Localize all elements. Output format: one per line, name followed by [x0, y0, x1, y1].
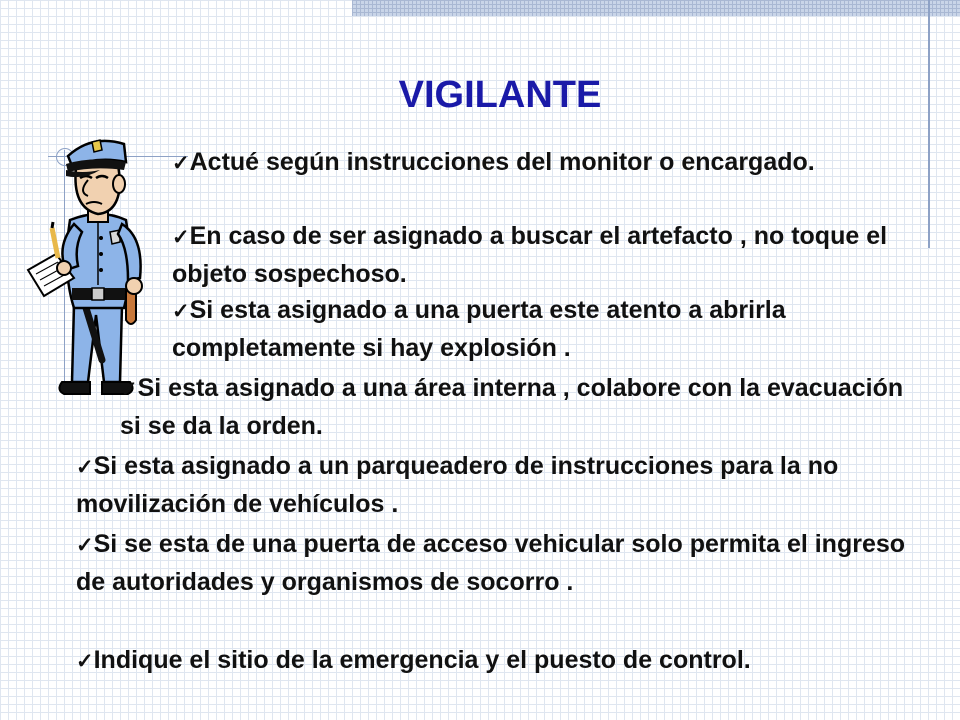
check-icon: ✓	[76, 534, 94, 557]
check-icon: ✓	[172, 300, 190, 323]
instruction-item	[172, 144, 912, 182]
instruction-text: Si esta asignado a una puerta este atento a abrirla completamente si hay explosión .	[172, 296, 786, 362]
instruction-item	[172, 292, 912, 367]
check-icon: ✓	[76, 456, 94, 479]
check-icon: ✓	[172, 226, 190, 249]
instruction-text: Indique el sitio de la emergencia y el puesto de control.	[93, 646, 751, 674]
check-icon: ✓	[76, 650, 94, 673]
instruction-item	[76, 642, 936, 680]
instruction-text: Si se esta de una puerta de acceso vehicular solo permita el ingreso de autoridades y organismos de socorro .	[76, 530, 906, 596]
instruction-item	[120, 370, 920, 445]
instruction-text: Actué según instrucciones del monitor o encargado.	[189, 148, 815, 176]
check-icon: ✓	[172, 152, 190, 175]
slide-title: VIGILANTE	[398, 74, 602, 116]
check-icon: ✓	[120, 378, 138, 401]
security-guard-illustration	[22, 120, 172, 405]
instruction-text: Si esta asignado a un parqueadero de instrucciones para la no movilización de vehículos .	[76, 452, 839, 518]
instruction-text: En caso de ser asignado a buscar el artefacto , no toque el objeto sospechoso.	[172, 222, 888, 288]
decorative-vertical-line	[928, 0, 930, 248]
instruction-item	[76, 526, 936, 601]
instruction-item	[76, 448, 936, 523]
decorative-top-band	[352, 0, 960, 16]
instruction-item	[172, 218, 912, 293]
instruction-text: Si esta asignado a una área interna , colabore con la evacuación si se da la orden.	[120, 374, 904, 440]
